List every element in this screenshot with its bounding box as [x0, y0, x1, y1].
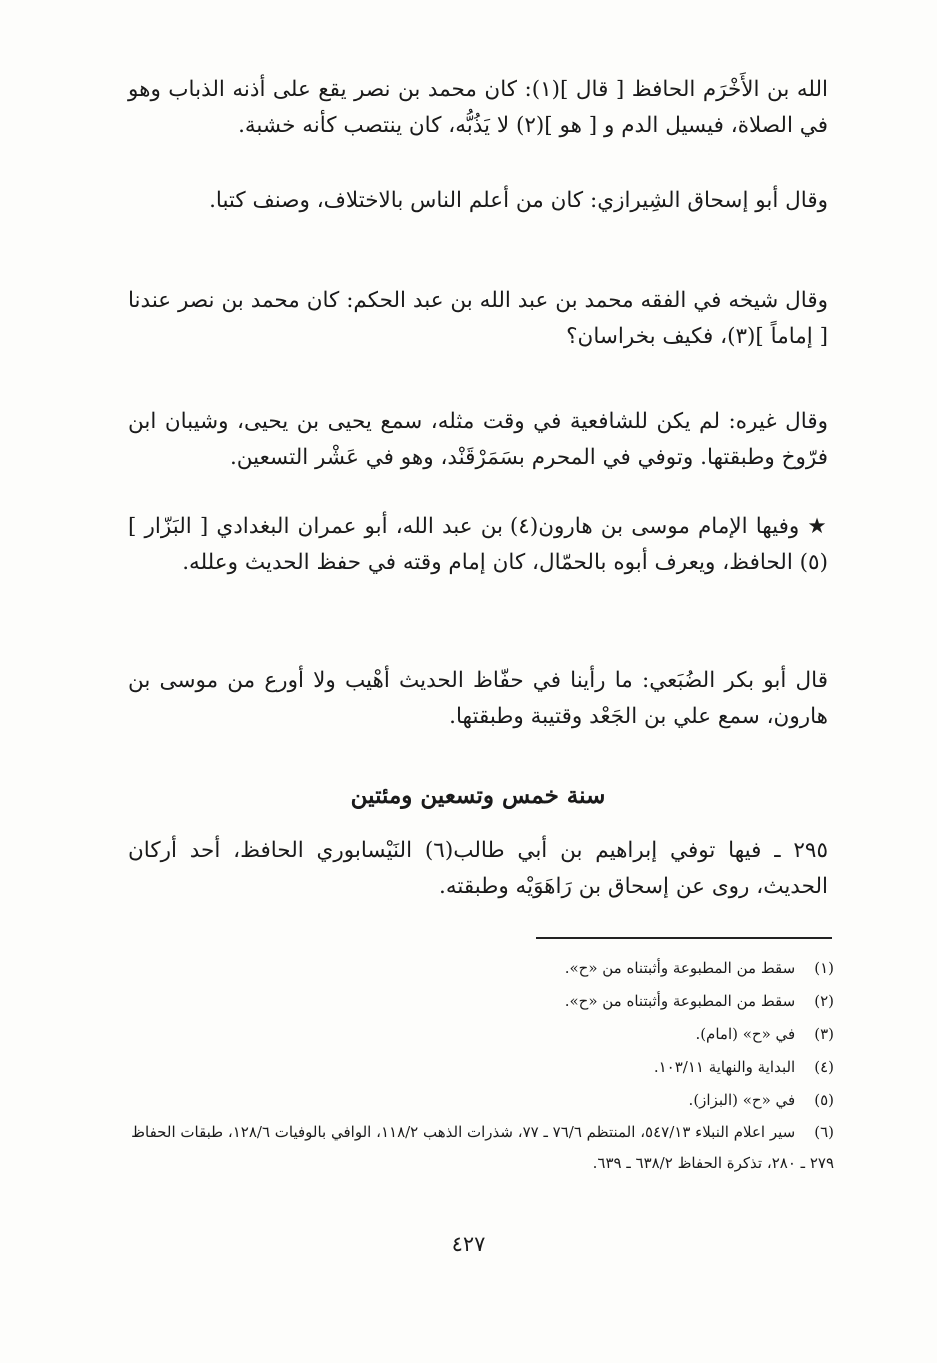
- paragraph-text: ★ وفيها الإمام موسى بن هارون(٤) بن عبد الله، أبو عمران البغدادي [ البَزّار ](٥) الحافظ، ويعرف أبوه بالحمّال، كان إمام وقته في حفظ الحديث وعلله.: [128, 514, 828, 575]
- footnote-number: (٤): [814, 1058, 834, 1076]
- footnote-text: سقط من المطبوعة وأثبتناه من «ح».: [564, 959, 796, 977]
- paragraph-text: قال أبو بكر الضُبَعي: ما رأينا في حفّاظ الحديث أهْيب ولا أورع من موسى بن هارون، سمع علي بن الجَعْد وقتيبة وطبقتها.: [128, 668, 828, 729]
- footnote-number: (١): [814, 959, 834, 977]
- footnote-text: في «ح» (البزاز).: [688, 1091, 796, 1109]
- footnote-2: [128, 985, 834, 1018]
- paragraph-2: [128, 183, 828, 219]
- footnote-text: سقط من المطبوعة وأثبتناه من «ح».: [564, 992, 796, 1010]
- footnote-6: [128, 1117, 834, 1179]
- footnote-text: في «ح» (امام).: [695, 1025, 796, 1043]
- paragraph-text: وقال غيره: لم يكن للشافعية في وقت مثله، سمع يحيى بن يحيى، وشيبان ابن فرّوخ وطبقتها. وتوفي في المحرم بسَمَرْقَنْد، وهو في عَشْر التسعين.: [128, 409, 828, 470]
- paragraph-text: الله بن الأَخْرَم الحافظ [ قال ](١): كان محمد بن نصر يقع على أذنه الذباب وهو في الصلاة، فيسيل الدم و [ هو ](٢) لا يَذُبُّه، كان ينتصب كأنه خشبة.: [128, 77, 828, 138]
- paragraph-3: [128, 283, 828, 355]
- footnote-number: (٦): [814, 1123, 834, 1141]
- footnote-divider: [536, 937, 832, 939]
- footnote-number: (٥): [814, 1091, 834, 1109]
- footnote-4: [128, 1051, 834, 1084]
- footnote-text: البداية والنهاية ١٠٣/١١.: [653, 1058, 796, 1076]
- footnote-text: سير اعلام النبلاء ٥٤٧/١٣، المنتظم ٧٦/٦ ـ ٧٧، شذرات الذهب ١١٨/٢، الوافي بالوفيات ١٢٨/٦، طبقات الحفاظ ٢٧٩ ـ ٢٨٠، تذكرة الحفاظ ٦٣٨/٢ ـ ٦٣٩.: [131, 1123, 834, 1172]
- paragraph-5: [128, 509, 828, 581]
- footnote-number: (٢): [814, 992, 834, 1010]
- entry-295: [128, 833, 828, 905]
- footnote-3: [128, 1018, 834, 1051]
- footnote-number: (٣): [814, 1025, 834, 1043]
- section-heading: سنة خمس وتسعين ومئتين: [350, 782, 606, 809]
- entry-text: ٢٩٥ ـ فيها توفي إبراهيم بن أبي طالب(٦) النَيْسابوري الحافظ، أحد أركان الحديث، روى عن إسحاق بن رَاهَوَيْه وطبقته.: [128, 838, 828, 899]
- paragraph-text: وقال شيخه في الفقه محمد بن عبد الله بن عبد الحكم: كان محمد بن نصر عندنا [ إماماً ](٣)، فكيف بخراسان؟: [128, 288, 828, 349]
- footnotes: [128, 952, 834, 1179]
- paragraph-6: [128, 663, 828, 735]
- page-number: ٤٢٧: [451, 1232, 486, 1256]
- footnote-5: [128, 1084, 834, 1117]
- paragraph-1: [128, 72, 828, 144]
- paragraph-text: وقال أبو إسحاق الشِيرازي: كان من أعلم الناس بالاختلاف، وصنف كتبا.: [209, 188, 828, 213]
- paragraph-4: [128, 404, 828, 476]
- footnote-1: [128, 952, 834, 985]
